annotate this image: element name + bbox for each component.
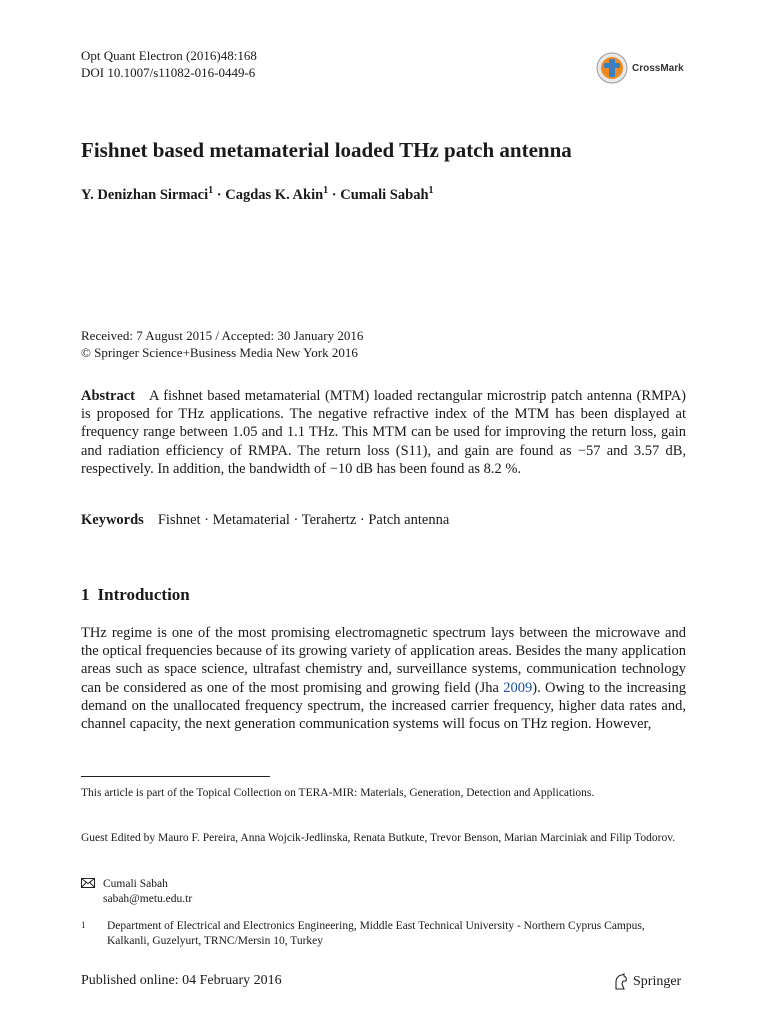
- guest-editors-footnote: Guest Edited by Mauro F. Pereira, Anna Wojcik-Jedlinska, Renata Butkute, Trevor Benson, Marian Marciniak and Filip Todorov.: [81, 832, 676, 844]
- author-name[interactable]: Cagdas K. Akin: [225, 186, 324, 203]
- section-heading: [81, 585, 190, 605]
- author-name[interactable]: Cumali Sabah: [340, 186, 429, 203]
- author-affiliation-marker: 1: [428, 185, 434, 196]
- publisher-name: Springer: [633, 974, 682, 989]
- article-dates: [81, 327, 363, 361]
- author-separator: ·: [213, 186, 226, 203]
- author-affiliation-marker: 1: [208, 185, 214, 196]
- published-online: Published online: 04 February 2016: [81, 973, 282, 988]
- section-number: 1: [81, 585, 90, 604]
- publisher-logo[interactable]: [613, 973, 681, 991]
- crossmark-icon: [596, 52, 628, 84]
- corresponding-name: Cumali Sabah: [103, 878, 168, 890]
- copyright: © Springer Science+Business Media New York 2016: [81, 345, 358, 360]
- envelope-icon: [81, 877, 103, 907]
- abstract-text: A fishnet based metamaterial (MTM) loaded rectangular microstrip patch antenna (RMPA) is proposed for THz applications. The negative refractive index of the MTM has been displayed at frequency range between 1.05 and 1.1 THz. This MTM can be used for improving the return loss, gain and radiation efficiency of RMPA. The return loss (S11), and gain are found as −57 and 3.57 dB, respectively. In addition, the bandwidth of −10 dB has been found as 8.2 %.: [81, 388, 686, 477]
- crossmark-label: CrossMark: [632, 62, 684, 74]
- journal-citation: Opt Quant Electron (2016)48:168: [81, 48, 257, 63]
- keywords-list: Fishnet · Metamaterial · Terahertz · Patch antenna: [157, 512, 450, 528]
- affiliation-footnote: [81, 919, 686, 949]
- intro-text: THz regime is one of the most promising electromagnetic spectrum lays between the microwave and the optical frequencies because of its growing variety of application areas. Besides the many application areas such as space science, ultrafast chemistry and, surveillance systems, communication technology can be considered as one of the most promising and growing field (Jha: [81, 625, 686, 696]
- author-name[interactable]: Y. Denizhan Sirmaci: [81, 186, 209, 203]
- intro-text-continued: ). Owing to the increasing demand on the unallocated frequency spectrum, the increased carrier frequency, higher data rates and, channel capacity, the next generation communication systems will focus on THz region. However,: [81, 679, 686, 733]
- citation-link[interactable]: 2009: [503, 679, 533, 696]
- abstract: [81, 387, 686, 478]
- crossmark-badge[interactable]: [596, 52, 684, 84]
- corresponding-author: [81, 877, 192, 907]
- footnote-divider: [81, 776, 270, 777]
- journal-info: [81, 47, 257, 81]
- introduction-paragraph: [81, 624, 686, 733]
- section-title: Introduction: [97, 585, 190, 604]
- author-list: [81, 185, 434, 204]
- author-separator: ·: [328, 186, 341, 203]
- springer-horse-icon: [613, 973, 629, 991]
- author-affiliation-marker: 1: [323, 185, 329, 196]
- received-accepted: Received: 7 August 2015 / Accepted: 30 January 2016: [81, 328, 364, 343]
- abstract-heading: Abstract: [81, 388, 135, 404]
- affiliation-number: 1: [81, 920, 86, 930]
- collection-footnote: This article is part of the Topical Collection on TERA-MIR: Materials, Generation, Detection and Applications.: [81, 787, 595, 799]
- keywords: [81, 512, 449, 529]
- affiliation-text: Department of Electrical and Electronics Engineering, Middle East Technical University - Northern Cyprus Campus, Kalkanli, Guzelyurt, TRNC/Mersin 10, Turkey: [107, 920, 645, 947]
- article-title: Fishnet based metamaterial loaded THz patch antenna: [81, 138, 572, 162]
- doi-link[interactable]: DOI 10.1007/s11082-016-0449-6: [81, 65, 256, 80]
- corresponding-email[interactable]: sabah@metu.edu.tr: [103, 893, 193, 905]
- keywords-heading: Keywords: [81, 512, 144, 528]
